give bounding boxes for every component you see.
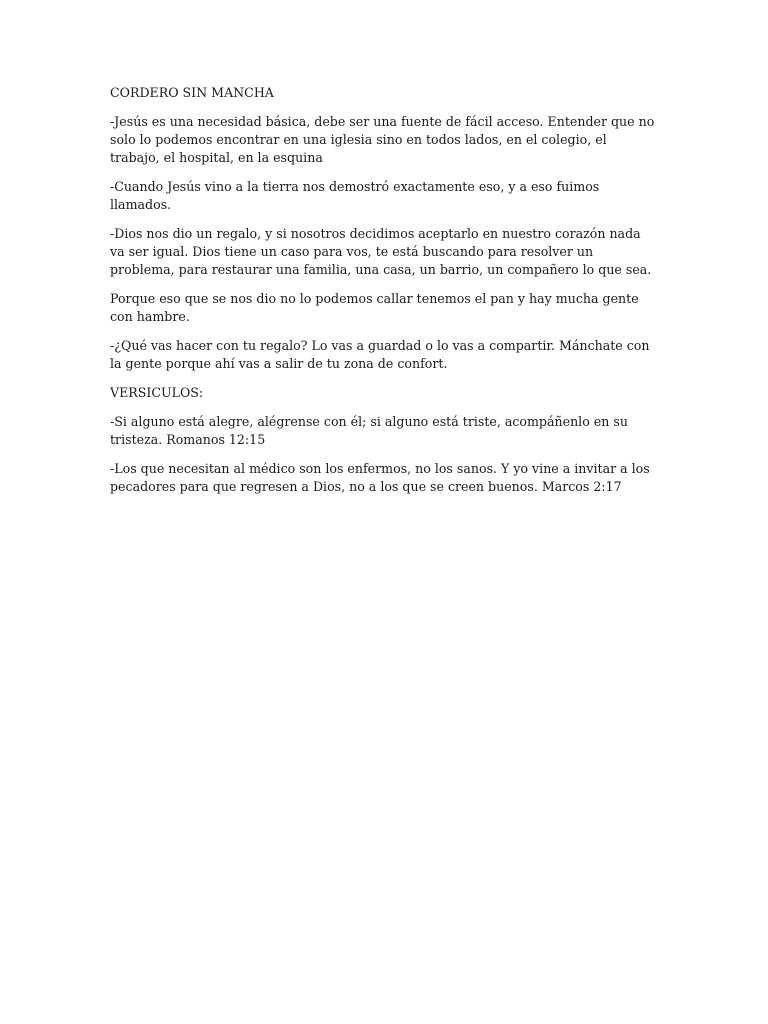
verse-marcos: -Los que necesitan al médico son los enfermos, no los sanos. Y yo vine a invitar a los pecadores para que regresen a Dios, no a los que se creen buenos. Marcos 2:17 bbox=[110, 461, 650, 494]
paragraph-jesus-necesidad: -Jesús es una necesidad básica, debe ser una fuente de fácil acceso. Entender que no solo lo podemos encontrar en una iglesia sino en todos lados, en el colegio, el trabajo, el hospital, en la esquina bbox=[110, 114, 655, 165]
document-title: CORDERO SIN MANCHA bbox=[110, 85, 274, 100]
section-heading-versiculos: VERSICULOS: bbox=[110, 385, 204, 400]
document-body bbox=[110, 84, 658, 507]
paragraph-dios-regalo: -Dios nos dio un regalo, y si nosotros decidimos aceptarlo en nuestro corazón nada va ser igual. Dios tiene un caso para vos, te está buscando para resolver un problema, para restaurar una familia, una casa, un barrio, un compañero lo que sea. bbox=[110, 226, 652, 277]
paragraph-que-vas-hacer: -¿Qué vas hacer con tu regalo? Lo vas a guardad o lo vas a compartir. Mánchate con la gente porque ahí vas a salir de tu zona de confort. bbox=[110, 338, 650, 371]
verse-romanos: -Si alguno está alegre, alégrense con él; si alguno está triste, acompáñenlo en su tristeza. Romanos 12:15 bbox=[110, 414, 628, 447]
paragraph-jesus-vino: -Cuando Jesús vino a la tierra nos demostró exactamente eso, y a eso fuimos llamados. bbox=[110, 179, 600, 212]
paragraph-pan-hambre: Porque eso que se nos dio no lo podemos callar tenemos el pan y hay mucha gente con hambre. bbox=[110, 291, 639, 324]
